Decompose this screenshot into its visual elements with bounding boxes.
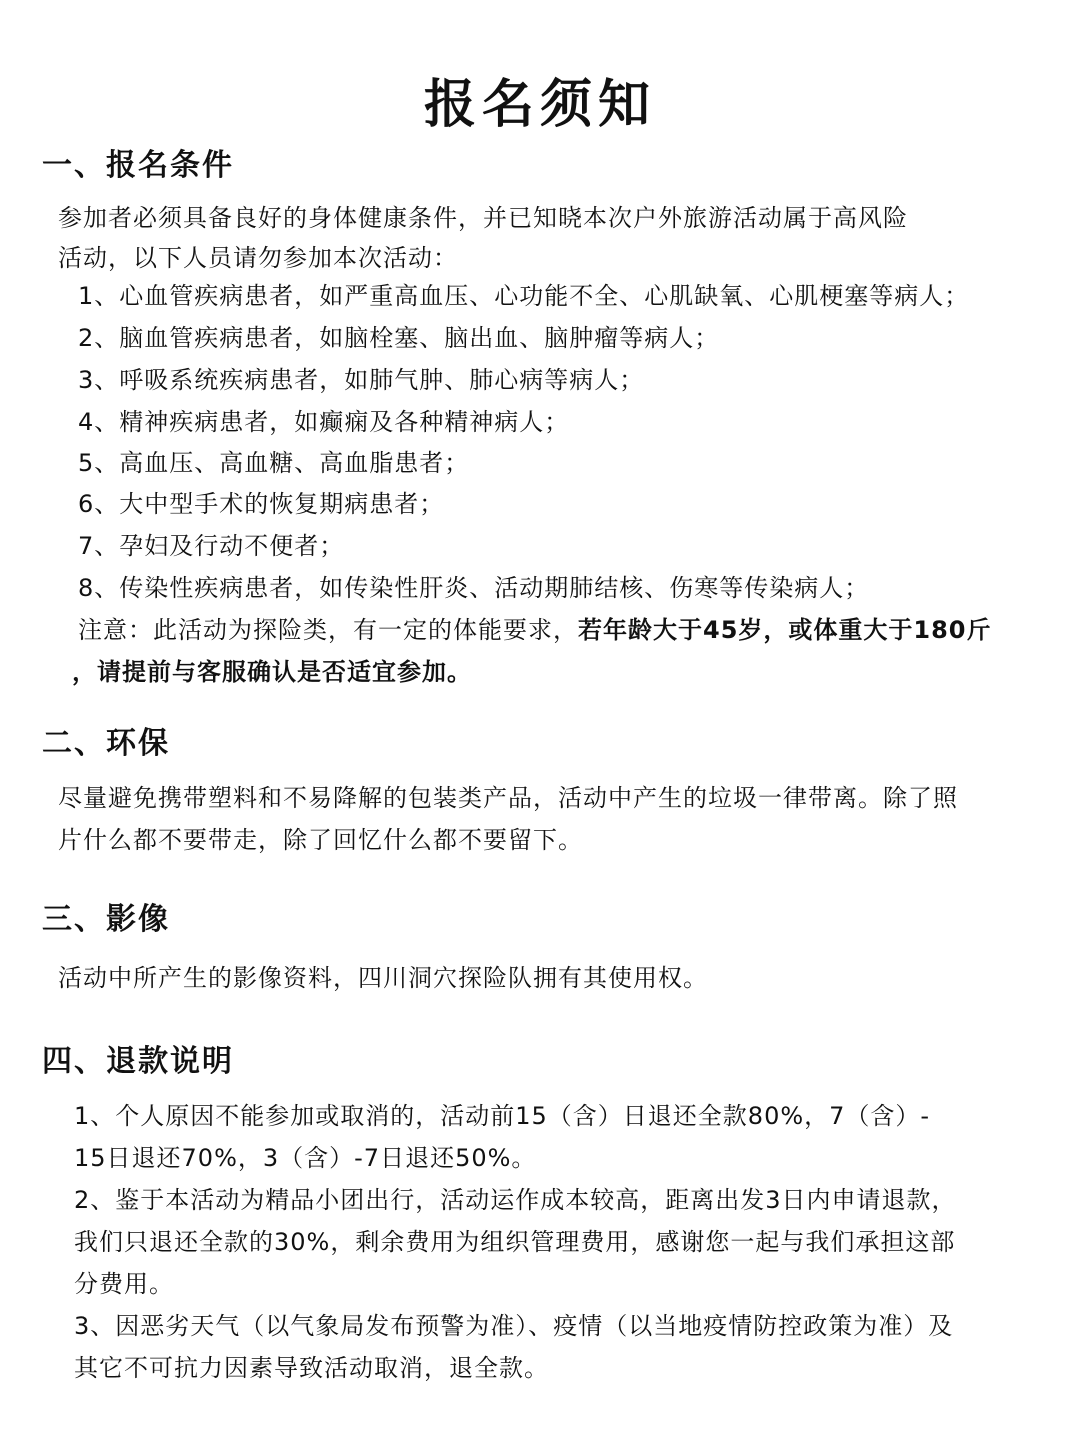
paragraph-line: 1、个人原因不能参加或取消的，活动前15（含）日退还全款80%，7（含）- (74, 1102, 931, 1130)
paragraph-line: 尽量避免携带塑料和不易降解的包装类产品，活动中产生的垃圾一律带离。除了照 (58, 784, 958, 812)
list-item: 2、脑血管疾病患者，如脑栓塞、脑出血、脑肿瘤等病人； (78, 324, 720, 352)
warning-note-bold: ，请提前与客服确认是否适宜参加。 (72, 658, 472, 686)
paragraph-line: 片什么都不要带走，除了回忆什么都不要留下。 (58, 826, 583, 854)
paragraph-line: 15日退还70%，3（含）-7日退还50%。 (74, 1144, 537, 1172)
section-heading-refund: 四、退款说明 (42, 1044, 234, 1079)
section-heading-environment: 二、环保 (42, 726, 170, 761)
intro-line: 活动，以下人员请勿参加本次活动： (58, 244, 458, 272)
list-item: 7、孕妇及行动不便者； (78, 532, 345, 560)
list-item: 5、高血压、高血糖、高血脂患者； (78, 449, 470, 477)
page-title: 报名须知 (423, 75, 656, 135)
paragraph-line: 活动中所产生的影像资料，四川洞穴探险队拥有其使用权。 (58, 964, 708, 992)
warning-note (78, 610, 992, 645)
paragraph-line: 我们只退还全款的30%，剩余费用为组织管理费用，感谢您一起与我们承担这部 (74, 1228, 956, 1256)
list-item: 4、精神疾病患者，如癫痫及各种精神病人； (78, 408, 570, 436)
list-item: 1、心血管疾病患者，如严重高血压、心功能不全、心肌缺氧、心肌梗塞等病人； (78, 282, 970, 310)
paragraph-line: 2、鉴于本活动为精品小团出行，活动运作成本较高，距离出发3日内申请退款， (74, 1186, 957, 1214)
intro-line: 参加者必须具备良好的身体健康条件，并已知晓本次户外旅游活动属于高风险 (58, 204, 908, 232)
warning-note-text: 注意：此活动为探险类，有一定的体能要求， (78, 616, 578, 644)
section-heading-registration: 一、报名条件 (42, 148, 234, 183)
list-item: 6、大中型手术的恢复期病患者； (78, 490, 445, 518)
paragraph-line: 其它不可抗力因素导致活动取消，退全款。 (74, 1354, 549, 1382)
list-item: 8、传染性疾病患者，如传染性肝炎、活动期肺结核、伤寒等传染病人； (78, 574, 870, 602)
section-heading-images: 三、影像 (42, 902, 170, 937)
paragraph-line: 3、因恶劣天气（以气象局发布预警为准）、疫情（以当地疫情防控政策为准）及 (74, 1312, 954, 1340)
warning-note-bold: 若年龄大于45岁，或体重大于180斤 (578, 616, 992, 644)
list-item: 3、呼吸系统疾病患者，如肺气肿、肺心病等病人； (78, 366, 645, 394)
paragraph-line: 分费用。 (74, 1270, 174, 1298)
